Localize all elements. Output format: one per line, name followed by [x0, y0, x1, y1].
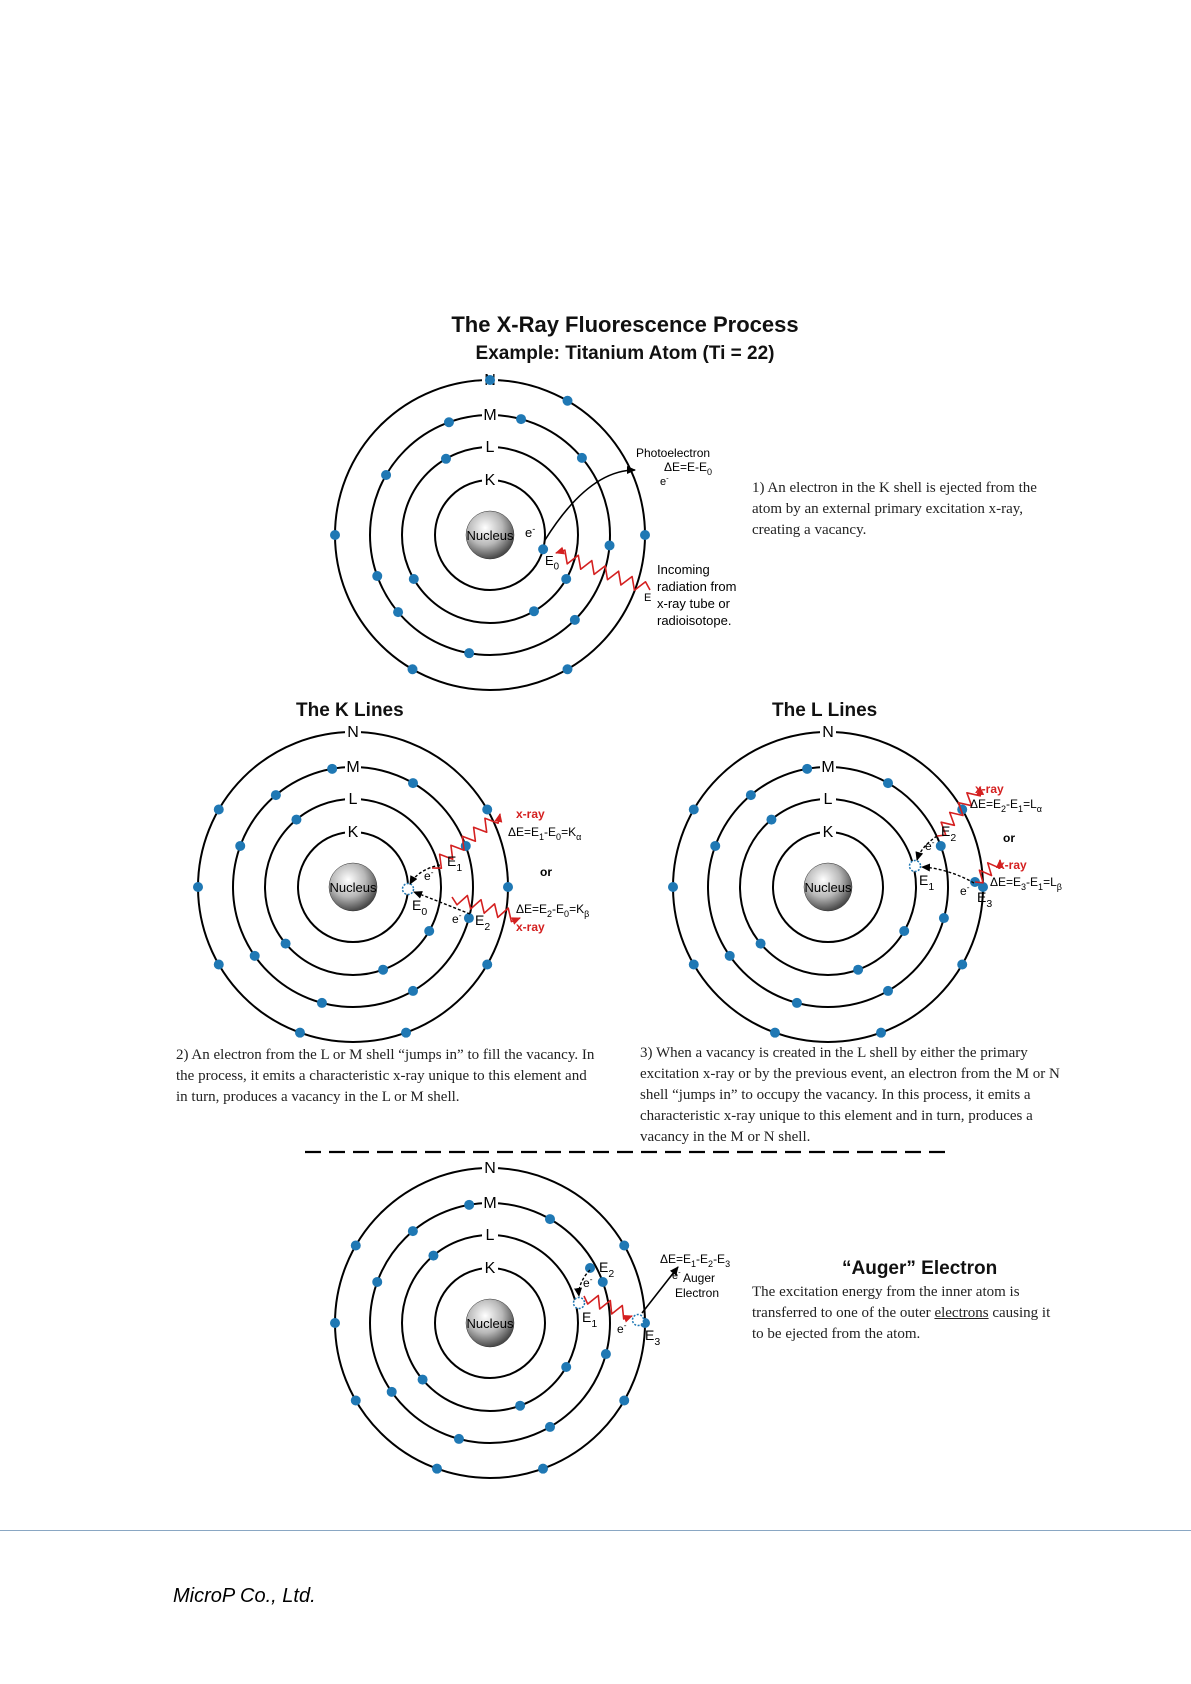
atom-step1-electron [516, 414, 526, 424]
atom-l-electron [668, 882, 678, 892]
photoelectron-equation: $\Delta E=E-E_0$ [664, 460, 713, 478]
atom-k-electron [214, 805, 224, 815]
atom-k-electron [295, 1028, 305, 1038]
page-title: The X-Ray Fluorescence Process [451, 312, 799, 337]
atom-l-electron [883, 986, 893, 996]
atom-l-electron [689, 805, 699, 815]
k-beta-equation: $\Delta E=E_2-E_0=K_\beta$ [516, 902, 590, 920]
atom-k-electron [250, 951, 260, 961]
atom-k-nucleus-label: Nucleus [329, 880, 377, 895]
atom-auger-shell-label-m: M [483, 1195, 497, 1212]
atom-l-nucleus-label: Nucleus [804, 880, 852, 895]
l-alpha-equation: $\Delta E=E_2-E_1=L_\alpha$ [970, 797, 1042, 815]
atom-k-shell-label-n: N [347, 724, 359, 741]
k-electron-label-1: e- [424, 867, 434, 883]
k-electron-label-2: e- [452, 910, 462, 926]
atom-k-electron [327, 764, 337, 774]
auger-electron-label-1: e- [583, 1274, 593, 1290]
k-or-label: or [540, 865, 552, 879]
atom-auger-shell-label-n: N [484, 1160, 496, 1177]
k-e0-label: $E_0$ [412, 897, 428, 918]
atom-k-electron [281, 939, 291, 949]
atom-step1-electron [408, 664, 418, 674]
atom-step1-electron [330, 530, 340, 540]
vacancy [574, 1298, 585, 1309]
atom-step1-electron [570, 615, 580, 625]
l-electron-label-2: e- [960, 882, 970, 898]
page-subtitle: Example: Titanium Atom (Ti = 22) [475, 343, 775, 364]
photoelectron-label: Photoelectron [636, 446, 711, 460]
atom-step1-electron [577, 453, 587, 463]
l-electron-label-1: e- [925, 837, 935, 853]
atom-step1-electron [409, 574, 419, 584]
atom-auger-electron [601, 1349, 611, 1359]
atom-auger-electron [351, 1241, 361, 1251]
atom-auger-electron [538, 1464, 548, 1474]
atom-k-electron [482, 805, 492, 815]
atom-auger-electron [454, 1434, 464, 1444]
atom-auger-electron [598, 1277, 608, 1287]
auger-label-2: Electron [675, 1286, 720, 1300]
l-or-label: or [1003, 831, 1015, 845]
step1-description: 1) An electron in the K shell is ejected from the atom by an external primary excitation x-ray, creating a vacancy. [752, 480, 1037, 538]
atom-k-electron [503, 882, 513, 892]
atom-step1-electron [561, 574, 571, 584]
vacancy [910, 861, 921, 872]
atom-l-electron [899, 926, 909, 936]
atom-k-electron [408, 778, 418, 788]
footer-company: MicroP Co., Ltd. [173, 1585, 316, 1607]
atom-k-electron [214, 960, 224, 970]
atom-k-electron [271, 790, 281, 800]
atom-k-electron [408, 986, 418, 996]
k-alpha-equation: $\Delta E=E_1-E_0=K_\alpha$ [508, 825, 582, 843]
k-e2-label: $E_2$ [475, 912, 491, 933]
atom-k-electron [482, 960, 492, 970]
atom-l-electron [746, 790, 756, 800]
atom-l-electron [756, 939, 766, 949]
incoming-radiation-line: radioisotope. [657, 613, 732, 628]
k-lines-title: The K Lines [296, 700, 404, 721]
atom-l-electron [689, 960, 699, 970]
atom-auger-electron [561, 1362, 571, 1372]
atom-auger-shell-label-l: L [485, 1227, 495, 1244]
l-e3-label: $E_3$ [977, 889, 993, 910]
auger-description-part2: causing it to be ejected from the atom. [752, 1305, 1051, 1342]
atom-k-electron [464, 913, 474, 923]
atom-auger-electron [545, 1214, 555, 1224]
atom-step1-electron [464, 648, 474, 658]
atom-step1-shell-label-l: L [485, 439, 495, 456]
incoming-radiation-line: Incoming [657, 562, 710, 577]
atom-step1-electron [441, 454, 451, 464]
atom-step1-electron [640, 530, 650, 540]
atom-k-electron [424, 926, 434, 936]
atom-auger-atom [335, 1160, 645, 1478]
l-beta-xray-label: x-ray [998, 858, 1027, 872]
auger-label-1: Auger [683, 1271, 716, 1285]
auger-e2-label: $E_2$ [599, 1259, 615, 1280]
atom-auger-electron [545, 1422, 555, 1432]
auger-electron-label-2: e- [617, 1320, 627, 1336]
atom-l-atom [673, 724, 983, 1042]
atom-step1-shell-label-m: M [483, 407, 497, 424]
atom-l-electron [936, 841, 946, 851]
atom-auger-electron [432, 1464, 442, 1474]
k-alpha-xray-label: x-ray [516, 807, 545, 821]
atom-l-electron [939, 913, 949, 923]
atom-auger-shell-label-k: K [484, 1260, 496, 1277]
atom-k-electron [317, 998, 327, 1008]
auger-description [752, 1282, 1052, 1345]
l-beta-equation: $\Delta E=E_3-E_1=L_\beta$ [990, 875, 1062, 893]
l-e2-label: $E_2$ [941, 823, 957, 844]
atom-auger-electron [408, 1226, 418, 1236]
auger-description-part1: The excitation energy from the inner atom is transferred to one of the outer [752, 1284, 1020, 1321]
footer-rule [0, 1530, 1191, 1531]
incoming-radiation-line: x-ray tube or [657, 596, 730, 611]
atom-step1-shell-label-k: K [484, 472, 496, 489]
auger-e3-label: $E_3$ [645, 1327, 661, 1348]
atom-auger-electron [387, 1387, 397, 1397]
atom-k-shell-label-k: K [347, 824, 359, 841]
atom-l-shell-label-l: L [823, 791, 833, 808]
atom-k-shell-label-l: L [348, 791, 358, 808]
incoming-radiation-line: radiation from [657, 579, 737, 594]
atom-step1-electron [444, 417, 454, 427]
photoelectron-e-label: e- [660, 473, 669, 488]
atom-l-shell-label-k: K [822, 824, 834, 841]
vacancy [403, 884, 414, 895]
atom-step1-electron [393, 607, 403, 617]
atom-k-atom [198, 724, 508, 1042]
atom-k-electron [193, 882, 203, 892]
atom-auger-electron [428, 1251, 438, 1261]
atom-auger-electron [372, 1277, 382, 1287]
atom-step1-electron [381, 470, 391, 480]
auger-e1-label: $E_1$ [582, 1309, 598, 1330]
atom-auger-electron [464, 1200, 474, 1210]
atom-auger-electron [351, 1396, 361, 1406]
atom-l-electron [883, 778, 893, 788]
k-beta-xray-label: x-ray [516, 920, 545, 934]
atom-l-electron [792, 998, 802, 1008]
k-beta-xray [452, 896, 520, 922]
atom-k-electron [235, 841, 245, 851]
step1-e0-label: $E_0$ [545, 553, 560, 573]
auger-e-label: e- [672, 1267, 681, 1282]
atom-l-electron [876, 1028, 886, 1038]
atom-l-electron [770, 1028, 780, 1038]
step1-electron-label: e- [525, 523, 536, 540]
atom-step1-atom [335, 372, 645, 690]
atom-step1-electron [485, 375, 495, 385]
atom-auger-nucleus-label: Nucleus [466, 1316, 514, 1331]
atom-k-electron [378, 965, 388, 975]
atom-step1-electron [563, 396, 573, 406]
atom-l-electron [766, 815, 776, 825]
atom-k-shell-label-m: M [346, 759, 360, 776]
incoming-e-label: E [644, 592, 652, 604]
atom-step1-nucleus-label: Nucleus [466, 528, 514, 543]
atom-auger-electron [515, 1401, 525, 1411]
atom-l-electron [853, 965, 863, 975]
atom-step1-electron [529, 606, 539, 616]
atom-step1-electron [563, 664, 573, 674]
atom-step1-electron [605, 540, 615, 550]
l-alpha-xray-label: x-ray [975, 782, 1004, 796]
atom-auger-electron [619, 1241, 629, 1251]
atom-l-electron [802, 764, 812, 774]
atom-l-shell-label-m: M [821, 759, 835, 776]
l-e1-label: $E_1$ [919, 872, 935, 893]
atom-l-electron [725, 951, 735, 961]
vacancy [633, 1315, 644, 1326]
atom-l-electron [710, 841, 720, 851]
k-e1-label: $E_1$ [447, 853, 463, 874]
atom-auger-electron [619, 1396, 629, 1406]
atom-auger-electron [418, 1375, 428, 1385]
auger-electron-l [585, 1263, 595, 1273]
atom-auger-electron [330, 1318, 340, 1328]
auger-title: “Auger” Electron [842, 1258, 998, 1279]
auger-description-link: electrons [934, 1305, 989, 1321]
atom-l-electron [957, 960, 967, 970]
l-lines-title: The L Lines [772, 700, 878, 721]
atom-k-electron [401, 1028, 411, 1038]
l-lines-description: 3) When a vacancy is created in the L shell by either the primary excitation x-ray or by the previous event, an electron from the M or N shell “jumps in” to occupy the vacancy. In this process, it emits a characteristic x-ray unique to this element and in turn, produces a vacancy in the M or N shell. [640, 1045, 1060, 1145]
auger-equation: $\Delta E=E_1-E_2-E_3$ [660, 1252, 731, 1270]
atom-k-electron [291, 815, 301, 825]
k-lines-description: 2) An electron from the L or M shell “jumps in” to fill the vacancy. In the process, it emits a characteristic x-ray unique to this element and in turn, produces a vacancy in the L or M shell. [176, 1047, 595, 1105]
atom-l-shell-label-n: N [822, 724, 834, 741]
atom-step1-electron [372, 571, 382, 581]
